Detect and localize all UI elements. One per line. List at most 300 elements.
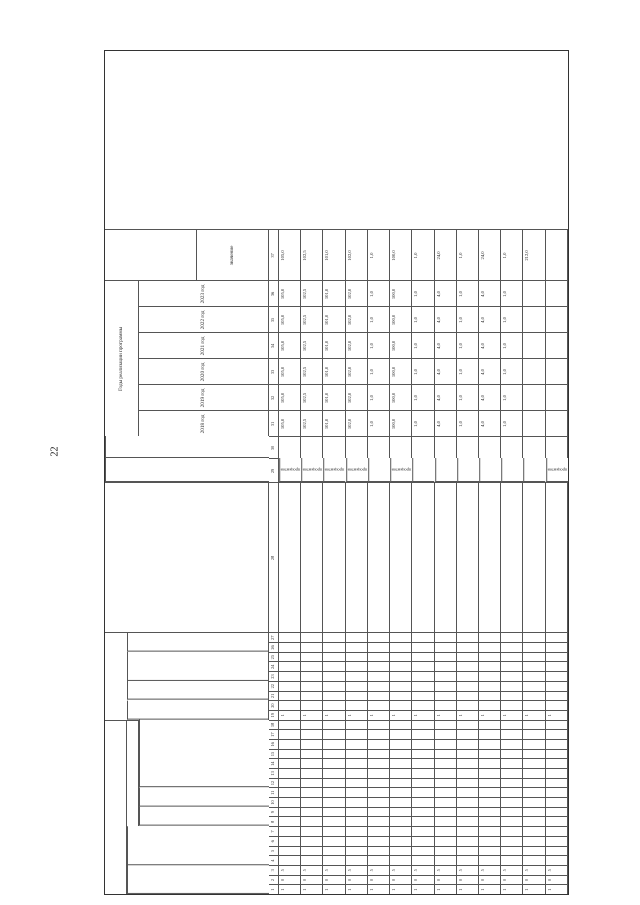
code-cell <box>523 787 545 797</box>
code-cell: 1 <box>301 710 323 720</box>
code-cell <box>323 797 345 807</box>
code-cell <box>479 720 501 730</box>
code-cell <box>523 846 545 856</box>
code-cell: 1 <box>435 710 457 720</box>
code-cell <box>523 681 545 691</box>
row-target-value: 1,0 <box>368 229 390 280</box>
code-cell <box>323 700 345 710</box>
code-cell <box>479 642 501 652</box>
code-cell <box>457 778 479 788</box>
code-cell <box>279 758 301 768</box>
code-cell <box>323 787 345 797</box>
code-cell <box>457 720 479 730</box>
code-cell <box>435 632 457 642</box>
column-number: 30 <box>269 436 279 458</box>
code-cell <box>479 632 501 642</box>
code-cell <box>523 807 545 817</box>
row-unit: процентов <box>546 458 568 482</box>
column-number: 19 <box>269 710 279 720</box>
row-year-value: 102,5 <box>301 280 323 306</box>
code-cell <box>346 807 368 817</box>
code-cell <box>346 662 368 672</box>
code-cell <box>523 700 545 710</box>
row-target-value: 102,5 <box>301 229 323 280</box>
code-cell <box>368 846 390 856</box>
row-year-value: 105,0 <box>279 332 301 358</box>
code-cell <box>457 807 479 817</box>
code-cell <box>301 749 323 759</box>
code-cell <box>323 846 345 856</box>
code-cell <box>346 768 368 778</box>
header-add-objective <box>127 681 269 700</box>
code-cell <box>346 797 368 807</box>
code-cell <box>279 681 301 691</box>
row-year-value: 1,0 <box>457 384 479 410</box>
code-cell <box>523 662 545 672</box>
row-year-value: 4,0 <box>479 384 501 410</box>
code-cell <box>479 778 501 788</box>
code-cell <box>368 700 390 710</box>
code-cell <box>346 855 368 865</box>
code-cell <box>457 681 479 691</box>
code-cell <box>479 787 501 797</box>
code-cell <box>346 739 368 749</box>
code-cell <box>501 855 523 865</box>
code-cell <box>346 826 368 836</box>
code-cell <box>412 846 434 856</box>
code-cell <box>457 836 479 846</box>
row-unit: процентов <box>390 458 412 482</box>
row-year-value: 1,0 <box>457 410 479 436</box>
code-cell <box>323 681 345 691</box>
code-cell: 0 <box>523 875 545 885</box>
code-cell <box>457 826 479 836</box>
row-unit <box>501 458 523 482</box>
code-cell <box>301 855 323 865</box>
code-cell <box>368 739 390 749</box>
code-cell: 1 <box>390 710 412 720</box>
header-code-direction <box>139 720 269 788</box>
header-year: 2020 год <box>139 358 269 384</box>
code-cell <box>279 671 301 681</box>
code-cell: 0 <box>323 875 345 885</box>
row-name <box>390 482 412 632</box>
code-cell <box>323 836 345 846</box>
code-cell <box>301 807 323 817</box>
code-cell <box>501 739 523 749</box>
column-number: 7 <box>269 826 279 836</box>
code-cell <box>279 700 301 710</box>
code-cell <box>457 758 479 768</box>
row-year-value: 102,5 <box>301 358 323 384</box>
row-year-value: 1,0 <box>412 280 434 306</box>
code-cell <box>323 758 345 768</box>
code-cell <box>435 662 457 672</box>
row-unit <box>435 458 457 482</box>
code-cell <box>323 768 345 778</box>
code-cell <box>390 632 412 642</box>
code-cell <box>368 778 390 788</box>
code-cell <box>523 749 545 759</box>
code-cell <box>368 787 390 797</box>
column-number: 32 <box>269 384 279 410</box>
code-cell <box>390 836 412 846</box>
code-cell <box>435 749 457 759</box>
row-year-value: 105,0 <box>279 280 301 306</box>
code-cell <box>501 642 523 652</box>
code-cell <box>301 632 323 642</box>
code-cell <box>390 797 412 807</box>
code-cell <box>501 826 523 836</box>
code-cell <box>523 642 545 652</box>
code-cell <box>323 826 345 836</box>
row-unit: процентов <box>323 458 345 482</box>
column-number: 17 <box>269 729 279 739</box>
code-cell <box>368 797 390 807</box>
code-cell <box>435 739 457 749</box>
code-cell <box>390 778 412 788</box>
code-cell <box>323 817 345 827</box>
code-cell <box>435 681 457 691</box>
row-fin-value <box>546 436 568 458</box>
code-cell <box>323 652 345 662</box>
code-cell: 1 <box>523 884 545 894</box>
row-fin-value <box>435 436 457 458</box>
code-cell <box>523 758 545 768</box>
row-year-value: 1,0 <box>368 280 390 306</box>
code-cell <box>368 855 390 865</box>
code-cell <box>479 691 501 701</box>
row-name <box>479 482 501 632</box>
column-number: 18 <box>269 720 279 730</box>
code-cell <box>301 778 323 788</box>
code-cell <box>279 826 301 836</box>
code-cell <box>368 681 390 691</box>
row-year-value: 102,5 <box>301 410 323 436</box>
row-name <box>368 482 390 632</box>
code-cell <box>390 758 412 768</box>
code-cell <box>479 681 501 691</box>
code-cell <box>501 671 523 681</box>
code-cell <box>323 720 345 730</box>
code-cell: 5 <box>368 865 390 875</box>
row-year-value: 1,0 <box>412 384 434 410</box>
code-cell <box>457 855 479 865</box>
code-cell <box>412 749 434 759</box>
row-year-value: 102,0 <box>346 358 368 384</box>
code-cell <box>412 632 434 642</box>
code-cell <box>279 768 301 778</box>
code-cell <box>435 652 457 662</box>
row-year-value <box>523 384 545 410</box>
row-year-value: 102,0 <box>346 306 368 332</box>
header-unit <box>105 458 269 482</box>
code-cell <box>368 807 390 817</box>
code-cell <box>390 681 412 691</box>
header-budget-class <box>105 720 127 894</box>
page-number: 22 <box>49 446 61 457</box>
code-cell <box>546 642 568 652</box>
code-cell <box>501 720 523 730</box>
code-cell <box>323 662 345 672</box>
code-cell <box>546 691 568 701</box>
row-fin-value <box>479 436 501 458</box>
code-cell <box>546 739 568 749</box>
code-cell: 1 <box>323 710 345 720</box>
code-cell <box>368 826 390 836</box>
code-cell <box>390 749 412 759</box>
code-cell <box>412 787 434 797</box>
row-name <box>346 482 368 632</box>
code-cell <box>412 855 434 865</box>
code-cell <box>479 671 501 681</box>
row-year-value: 102,0 <box>346 280 368 306</box>
code-cell <box>368 729 390 739</box>
row-year-value: 4,0 <box>479 332 501 358</box>
code-cell <box>368 817 390 827</box>
code-cell <box>279 846 301 856</box>
code-cell <box>301 671 323 681</box>
row-name <box>523 482 545 632</box>
code-cell <box>435 758 457 768</box>
code-cell <box>301 758 323 768</box>
code-cell <box>546 846 568 856</box>
code-cell <box>457 691 479 701</box>
code-cell <box>301 739 323 749</box>
code-cell <box>368 652 390 662</box>
code-cell <box>368 836 390 846</box>
row-year-value: 105,0 <box>279 410 301 436</box>
code-cell <box>279 652 301 662</box>
code-cell <box>435 846 457 856</box>
row-target-value: 212,0 <box>523 229 545 280</box>
header-year: 2021 год <box>139 332 269 358</box>
code-cell <box>479 758 501 768</box>
header-year: 2022 год <box>139 306 269 332</box>
code-cell <box>457 749 479 759</box>
code-cell: 5 <box>390 865 412 875</box>
row-fin-value <box>390 436 412 458</box>
code-cell <box>546 720 568 730</box>
code-cell <box>368 720 390 730</box>
row-target-value: 1,0 <box>501 229 523 280</box>
code-cell <box>435 691 457 701</box>
code-cell: 1 <box>412 710 434 720</box>
code-cell <box>279 749 301 759</box>
code-cell <box>323 642 345 652</box>
column-number: 12 <box>269 778 279 788</box>
code-cell: 1 <box>301 884 323 894</box>
code-cell <box>279 778 301 788</box>
code-cell <box>546 758 568 768</box>
code-cell <box>412 758 434 768</box>
code-cell <box>390 662 412 672</box>
budget-program-table <box>104 50 569 895</box>
row-year-value <box>523 306 545 332</box>
code-cell <box>390 817 412 827</box>
code-cell <box>546 662 568 672</box>
column-number: 9 <box>269 807 279 817</box>
code-cell <box>279 739 301 749</box>
header-years-group: Годы реализации программы <box>105 280 139 436</box>
row-year-value <box>546 332 568 358</box>
row-year-value: 1,0 <box>501 332 523 358</box>
code-cell <box>546 749 568 759</box>
row-unit: процентов <box>279 458 301 482</box>
code-cell <box>346 729 368 739</box>
header-code-section <box>127 826 269 865</box>
code-cell <box>412 797 434 807</box>
code-cell <box>501 729 523 739</box>
code-cell <box>412 720 434 730</box>
row-year-value: 4,0 <box>435 306 457 332</box>
code-cell <box>412 681 434 691</box>
column-number: 6 <box>269 836 279 846</box>
row-unit: процентов <box>301 458 323 482</box>
row-year-value: 1,0 <box>501 410 523 436</box>
code-cell <box>546 855 568 865</box>
code-cell: 1 <box>546 884 568 894</box>
code-cell <box>523 671 545 681</box>
row-fin-value <box>368 436 390 458</box>
row-fin-value <box>301 436 323 458</box>
code-cell <box>479 797 501 807</box>
code-cell <box>501 817 523 827</box>
column-number: 28 <box>269 482 279 632</box>
row-name <box>435 482 457 632</box>
code-cell <box>412 778 434 788</box>
code-cell <box>368 691 390 701</box>
code-cell <box>457 632 479 642</box>
code-cell: 1 <box>457 884 479 894</box>
code-cell: 0 <box>546 875 568 885</box>
code-cell <box>546 817 568 827</box>
code-cell <box>301 836 323 846</box>
column-number: 14 <box>269 758 279 768</box>
row-year-value: 1,0 <box>412 410 434 436</box>
code-cell <box>435 729 457 739</box>
code-cell <box>501 787 523 797</box>
row-year-value: 100,0 <box>390 384 412 410</box>
row-target-value: 1,0 <box>457 229 479 280</box>
row-year-value <box>546 410 568 436</box>
header-add-task <box>127 652 269 681</box>
code-cell: 0 <box>435 875 457 885</box>
code-cell <box>501 632 523 642</box>
row-year-value: 1,0 <box>501 358 523 384</box>
code-cell <box>301 681 323 691</box>
code-cell <box>501 662 523 672</box>
column-number: 33 <box>269 358 279 384</box>
row-year-value: 102,5 <box>301 384 323 410</box>
code-cell: 0 <box>346 875 368 885</box>
row-year-value: 1,0 <box>501 384 523 410</box>
code-cell <box>412 671 434 681</box>
column-number: 4 <box>269 855 279 865</box>
code-cell <box>523 768 545 778</box>
code-cell <box>457 846 479 856</box>
code-cell <box>279 855 301 865</box>
code-cell <box>479 652 501 662</box>
code-cell <box>412 662 434 672</box>
row-unit: процентов <box>346 458 368 482</box>
code-cell <box>323 749 345 759</box>
row-target-value: 1,0 <box>412 229 434 280</box>
code-cell <box>546 700 568 710</box>
row-unit <box>479 458 501 482</box>
code-cell <box>301 797 323 807</box>
column-number: 3 <box>269 865 279 875</box>
code-cell <box>546 671 568 681</box>
code-cell <box>523 817 545 827</box>
code-cell <box>301 817 323 827</box>
code-cell <box>523 691 545 701</box>
code-cell: 5 <box>479 865 501 875</box>
code-cell <box>346 749 368 759</box>
code-cell <box>435 787 457 797</box>
code-cell <box>301 691 323 701</box>
code-cell <box>479 700 501 710</box>
row-name <box>412 482 434 632</box>
code-cell <box>279 720 301 730</box>
row-year-value: 1,0 <box>501 306 523 332</box>
code-cell: 5 <box>346 865 368 875</box>
header-fin-year <box>105 436 269 458</box>
code-cell <box>323 807 345 817</box>
code-cell <box>390 826 412 836</box>
code-cell <box>323 778 345 788</box>
code-cell: 1 <box>323 884 345 894</box>
code-cell: 0 <box>390 875 412 885</box>
code-cell <box>435 826 457 836</box>
code-cell <box>412 691 434 701</box>
column-number: 1 <box>269 884 279 894</box>
code-cell <box>301 720 323 730</box>
header-code-target-article <box>127 720 139 827</box>
column-number: 25 <box>269 652 279 662</box>
code-cell <box>523 739 545 749</box>
code-cell <box>523 826 545 836</box>
code-cell <box>435 671 457 681</box>
row-year-value: 100,0 <box>390 358 412 384</box>
row-year-value <box>523 280 545 306</box>
header-add-indicator <box>127 632 269 651</box>
row-year-value <box>523 358 545 384</box>
row-target-value: 101,0 <box>323 229 345 280</box>
code-cell: 0 <box>279 875 301 885</box>
code-cell: 1 <box>479 884 501 894</box>
code-cell <box>501 797 523 807</box>
code-cell <box>390 855 412 865</box>
code-cell <box>412 652 434 662</box>
row-year-value <box>546 280 568 306</box>
code-cell: 5 <box>301 865 323 875</box>
column-number: 13 <box>269 768 279 778</box>
row-year-value: 1,0 <box>457 280 479 306</box>
code-cell <box>301 662 323 672</box>
code-cell: 0 <box>501 875 523 885</box>
code-cell: 1 <box>368 884 390 894</box>
row-name <box>457 482 479 632</box>
column-number: 2 <box>269 875 279 885</box>
code-cell <box>457 662 479 672</box>
row-year-value: 1,0 <box>368 410 390 436</box>
column-number: 24 <box>269 662 279 672</box>
code-cell <box>412 700 434 710</box>
row-year-value: 4,0 <box>479 280 501 306</box>
row-name <box>323 482 345 632</box>
code-cell <box>368 671 390 681</box>
